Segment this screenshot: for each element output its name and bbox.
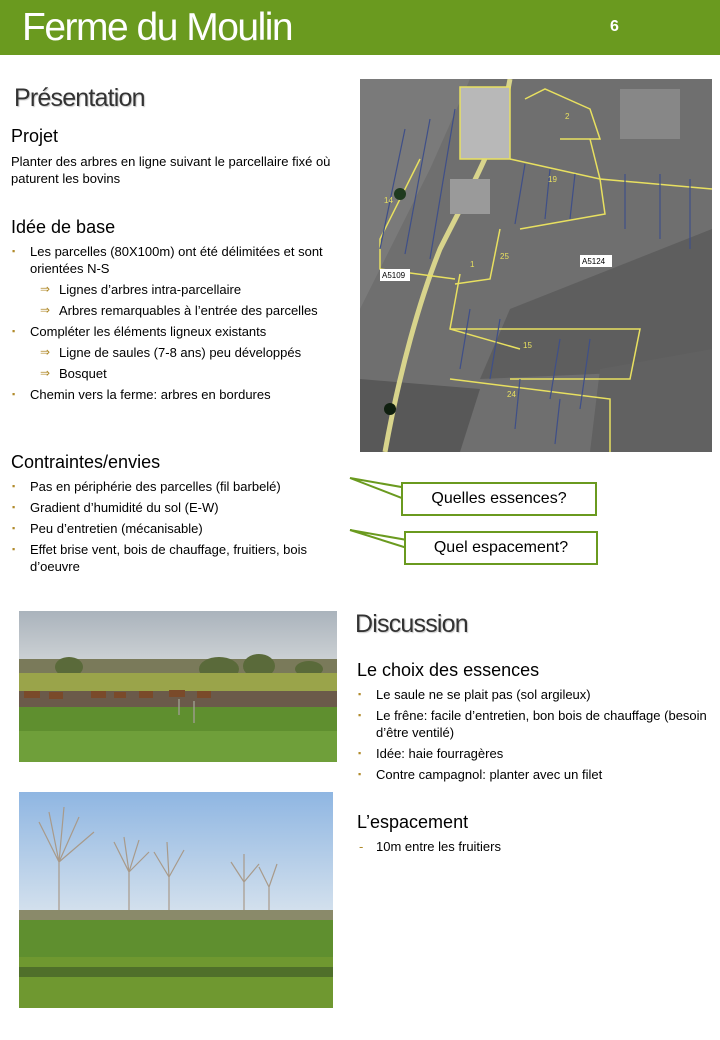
willows-photo bbox=[19, 792, 333, 1008]
idee-list bbox=[11, 243, 341, 407]
list-item: ▪ Effet brise vent, bois de chauffage, fruitiers, bois d’oeuvre bbox=[11, 541, 346, 575]
list-item: ▪ Les parcelles (80X100m) ont été délimitées et sont orientées N-S bbox=[11, 243, 341, 277]
parcel-label: 14 bbox=[384, 196, 393, 205]
callout-essences: Quelles essences? bbox=[401, 482, 597, 516]
list-item: ▪ Chemin vers la ferme: arbres en bordures bbox=[11, 386, 341, 403]
list-item: ⇒ Arbres remarquables à l’entrée des parcelles bbox=[11, 302, 341, 319]
list-item: ▪ Gradient d’humidité du sol (E-W) bbox=[11, 499, 346, 516]
list-item: ▪ Le frêne: facile d’entretien, bon bois de chauffage (besoin d’être ventilé) bbox=[357, 707, 707, 741]
road-label: A5124 bbox=[582, 257, 606, 266]
pasture-photo bbox=[19, 611, 337, 762]
page-title: Ferme du Moulin bbox=[22, 6, 293, 49]
espacement-list bbox=[357, 838, 707, 859]
choix-list bbox=[357, 686, 707, 787]
idee-heading: Idée de base bbox=[11, 217, 116, 237]
list-item: ⇒ Bosquet bbox=[11, 365, 341, 382]
parcel-label: 19 bbox=[548, 175, 557, 184]
page-number: 6 bbox=[610, 18, 619, 35]
parcel-label: 15 bbox=[523, 341, 532, 350]
contraintes-list bbox=[11, 478, 346, 579]
list-item: ▪ Contre campagnol: planter avec un filet bbox=[357, 766, 707, 783]
parcel-label: 1 bbox=[470, 260, 475, 269]
list-item: ⇒ Lignes d’arbres intra-parcellaire bbox=[11, 281, 341, 298]
list-item: ▪ Peu d’entretien (mécanisable) bbox=[11, 520, 346, 537]
espacement-heading: L’espacement bbox=[357, 812, 469, 832]
parcel-label: 24 bbox=[507, 390, 516, 399]
callout-espacement: Quel espacement? bbox=[404, 531, 598, 565]
parcel-label: 25 bbox=[500, 252, 509, 261]
discussion-title: Discussion bbox=[355, 610, 468, 638]
aerial-map bbox=[360, 79, 712, 452]
projet-text: Planter des arbres en ligne suivant le parcellaire fixé où paturent les bovins bbox=[11, 154, 331, 186]
road-label: A5109 bbox=[382, 271, 406, 280]
list-item: ⇒ Ligne de saules (7-8 ans) peu développés bbox=[11, 344, 341, 361]
choix-heading: Le choix des essences bbox=[357, 660, 540, 680]
presentation-title: Présentation bbox=[14, 84, 145, 112]
contraintes-heading: Contraintes/envies bbox=[11, 452, 161, 472]
projet-heading: Projet bbox=[11, 126, 59, 146]
list-item: ▪ Idée: haie fourragères bbox=[357, 745, 707, 762]
list-item: ▪ Le saule ne se plait pas (sol argileux) bbox=[357, 686, 707, 703]
parcel-label: 2 bbox=[565, 112, 570, 121]
list-item: ▪ Compléter les éléments ligneux existants bbox=[11, 323, 341, 340]
list-item: - 10m entre les fruitiers bbox=[357, 838, 707, 855]
list-item: ▪ Pas en périphérie des parcelles (fil barbelé) bbox=[11, 478, 346, 495]
